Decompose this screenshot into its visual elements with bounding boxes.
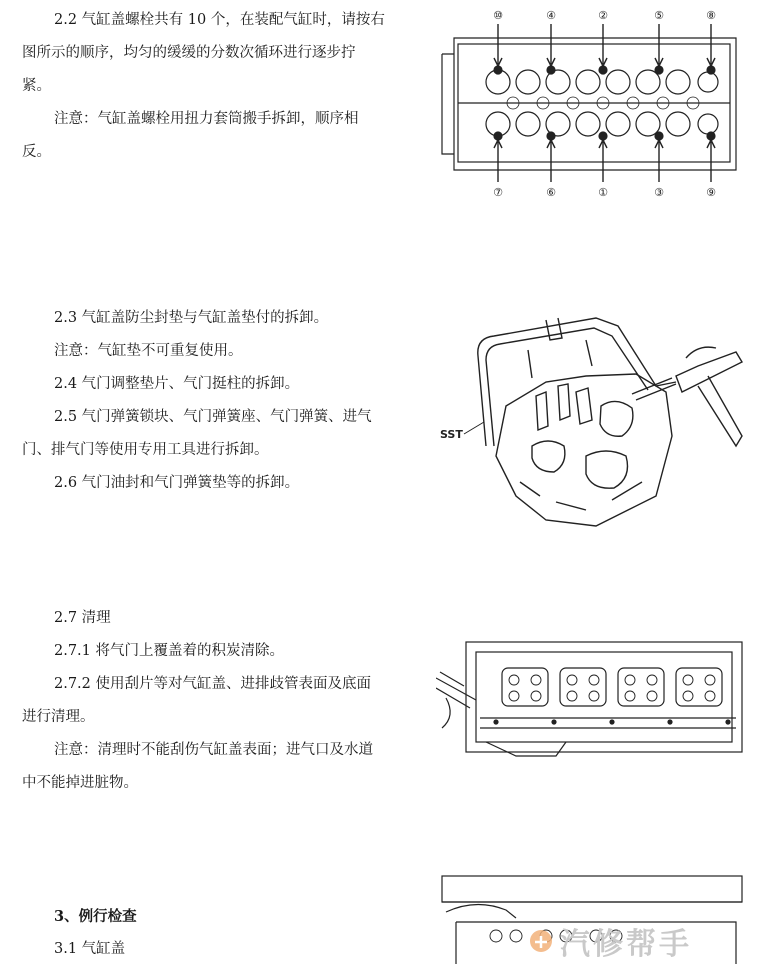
section-2-2-note1: 注意：气缸盖螺栓用扭力套筒搬手拆卸，顺序相 <box>54 111 359 127</box>
section-2-7-2-line2: 进行清理。 <box>22 709 95 725</box>
note-clean-line1: 注意：清理时不能刮伤气缸盖表面；进气口及水道 <box>54 742 373 758</box>
bolt-order-diagram <box>436 4 748 204</box>
bolt-label-bottom-5: ⑨ <box>706 186 716 199</box>
note-gasket: 注意：气缸垫不可重复使用。 <box>54 343 243 359</box>
section-2-7-2-line1: 2.7.2 使用刮片等对气缸盖、进排歧管表面及底面 <box>54 676 372 692</box>
cleaning-diagram <box>436 628 748 766</box>
figure-bolt-order <box>436 4 748 204</box>
bolt-label-top-4: ⑤ <box>654 9 664 22</box>
section-2-5-line1: 2.5 气门弹簧锁块、气门弹簧座、气门弹簧、进气 <box>54 409 372 425</box>
section-3-block <box>22 900 402 966</box>
section-2-4: 2.4 气门调整垫片、气门挺柱的拆卸。 <box>54 376 300 392</box>
section-2-2-line2: 图所示的顺序，均匀的缓缓的分数次循环进行逐步拧 <box>22 45 356 61</box>
watermark-logo-icon <box>528 928 554 954</box>
bolt-label-top-1: ⑩ <box>493 9 503 22</box>
bolt-label-bottom-1: ⑦ <box>493 186 503 199</box>
note-clean-line2: 中不能掉进脏物。 <box>22 775 138 791</box>
bolt-label-top-2: ④ <box>546 9 556 22</box>
section-2-5-line2: 门、排气门等使用专用工具进行拆卸。 <box>22 442 269 458</box>
bolt-label-bottom-4: ③ <box>654 186 664 199</box>
bolt-label-bottom-2: ⑥ <box>546 186 556 199</box>
section-3-1: 3.1 气缸盖 <box>54 941 126 957</box>
section-2-7-block <box>22 602 402 800</box>
bolt-label-top-3: ② <box>598 9 608 22</box>
watermark <box>528 918 760 964</box>
section-2-6: 2.6 气门油封和气门弹簧垫等的拆卸。 <box>54 475 300 491</box>
bolt-label-bottom-3: ① <box>598 186 608 199</box>
section-3-heading: 3、例行检查 <box>54 908 137 925</box>
section-2-7-1: 2.7.1 将气门上覆盖着的积炭清除。 <box>54 643 285 659</box>
watermark-text: 汽修帮手 <box>560 927 692 962</box>
valve-tool-diagram <box>436 296 748 536</box>
figure-valve-tool <box>436 296 748 536</box>
sst-tool-label: SST <box>440 428 463 441</box>
figure-cleaning <box>436 628 748 766</box>
section-2-2 <box>22 4 402 169</box>
section-2-3-block <box>22 302 402 500</box>
section-2-3: 2.3 气缸盖防尘封垫与气缸盖垫付的拆卸。 <box>54 310 329 326</box>
bolt-label-top-5: ⑧ <box>706 9 716 22</box>
section-2-2-line1: 2.2 气缸盖螺栓共有 10 个，在装配气缸时，请按右 <box>54 12 385 28</box>
section-2-7: 2.7 清理 <box>54 610 111 626</box>
section-2-2-line3: 紧。 <box>22 78 51 94</box>
section-2-2-note2: 反。 <box>22 144 51 160</box>
